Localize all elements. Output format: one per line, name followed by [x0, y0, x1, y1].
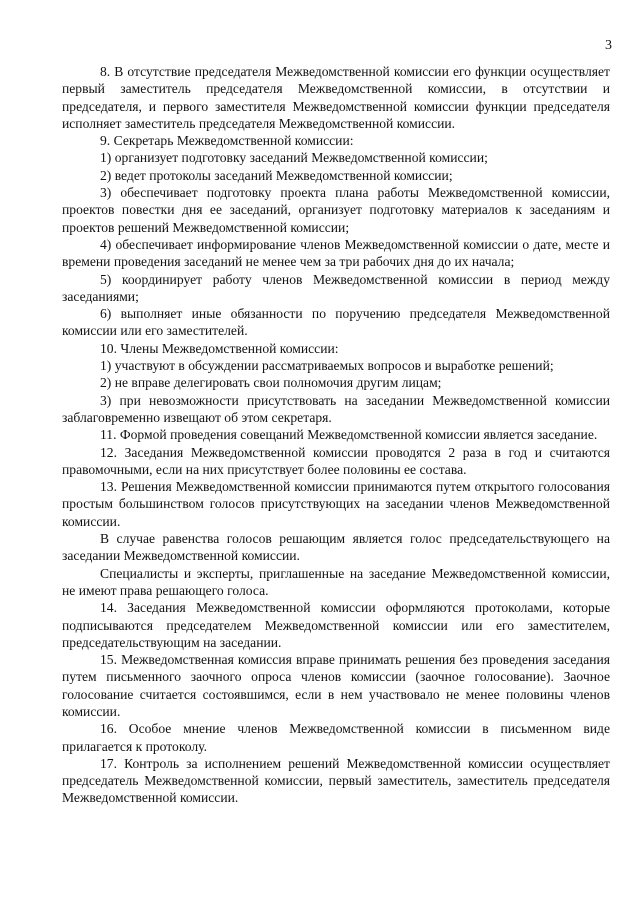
paragraph: 6) выполняет иные обязанности по поручению председателя Межведомственной комиссии или его заместителей.: [62, 306, 610, 339]
paragraph: 5) координирует работу членов Межведомственной комиссии в период между заседаниями;: [62, 271, 610, 304]
paragraph: 10. Члены Межведомственной комиссии:: [100, 340, 339, 356]
paragraph: Специалисты и эксперты, приглашенные на заседание Межведомственной комиссии, не имеют права решающего голоса.: [62, 565, 610, 598]
paragraph: 3) при невозможности присутствовать на заседании Межведомственной комиссии заблаговременно извещают об этом секретаря.: [62, 392, 610, 425]
paragraph: 13. Решения Межведомственной комиссии принимаются путем открытого голосования простым большинством голосов присутствующих на заседании членов Межведомственной комиссии.: [62, 479, 610, 529]
paragraph: 1) организует подготовку заседаний Межведомственной комиссии;: [100, 150, 488, 166]
paragraph: 11. Формой проведения совещаний Межведомственной комиссии является заседание.: [100, 427, 598, 443]
document-body: [62, 63, 610, 807]
paragraph: 12. Заседания Межведомственной комиссии проводятся 2 раза в год и считаются правомочными, если на них присутствует более половины ее состава.: [62, 444, 610, 477]
paragraph: 2) не вправе делегировать свои полномочия другим лицам;: [100, 375, 442, 391]
paragraph: 9. Секретарь Межведомственной комиссии:: [100, 133, 354, 149]
paragraph: 3) обеспечивает подготовку проекта плана работы Межведомственной комиссии, проектов повестки дня ее заседаний, организует подготовку материалов к заседаниям и проектов решений Межведомственной комиссии;: [62, 185, 610, 235]
paragraph: 2) ведет протоколы заседаний Межведомственной комиссии;: [100, 167, 453, 183]
paragraph: 14. Заседания Межведомственной комиссии оформляются протоколами, которые подписываются председателем Межведомственной комиссии или его заместителем, председательствующим на заседании.: [62, 600, 610, 650]
paragraph: 4) обеспечивает информирование членов Межведомственной комиссии о дате, месте и времени проведения заседаний не менее чем за три рабочих дня до их начала;: [62, 236, 610, 270]
paragraph: 8. В отсутствие председателя Межведомственной комиссии его функции осуществляет первый заместитель председателя Межведомственной комиссии, в отсутствии и председателя, и первого заместителя Межведомственной комиссии функции председателя исполняет заместитель председателя Межведомственной комиссии.: [62, 64, 610, 131]
paragraph: 15. Межведомственная комиссия вправе принимать решения без проведения заседания путем письменного заочного опроса членов комиссии (заочное голосование). Заочное голосование считается состоявшимся, если в нем участвовало не менее половины членов комиссии.: [62, 652, 610, 719]
paragraph: 16. Особое мнение членов Межведомственной комиссии в письменном виде прилагается к протоколу.: [62, 721, 610, 754]
paragraph: 17. Контроль за исполнением решений Межведомственной комиссии осуществляет председатель Межведомственной комиссии, первый заместитель, заместитель председателя Межведомственной комиссии.: [62, 755, 610, 806]
paragraph: 1) участвуют в обсуждении рассматриваемых вопросов и выработке решений;: [100, 358, 554, 374]
paragraph: В случае равенства голосов решающим является голос председательствующего на заседании Межведомственной комиссии.: [62, 531, 610, 564]
page-number: 3: [605, 38, 612, 53]
